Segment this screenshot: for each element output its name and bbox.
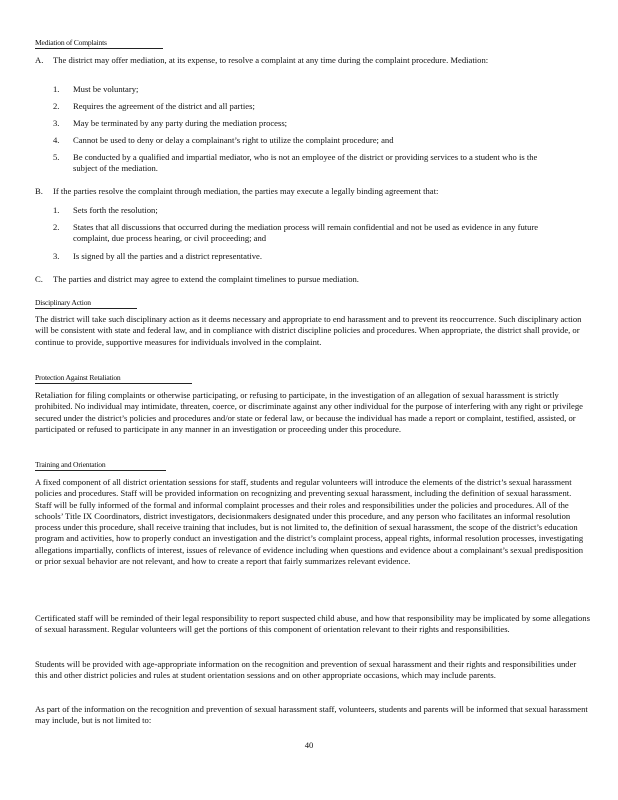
clause-label: B. [35,186,43,196]
heading-text: Training and Orientation [35,459,166,471]
list-item [53,251,553,262]
list-item [53,118,553,129]
list-item [53,205,553,216]
list-item [53,222,553,245]
item-number: 3. [53,118,60,128]
clause-text: The parties and district may agree to extend the complaint timelines to pursue mediation. [53,274,359,284]
paragraph-disciplinary: The district will take such disciplinary action as it deems necessary and appropriate to end harassment and to prevent its reoccurrence. Such disciplinary action will be consistent with state and federal law, and in compliance with district discipline policies and procedures. When appropriate, the district shall provide, or continue to provide, supportive measures for individuals involved in the complaint. [35,314,582,347]
heading-text: Mediation of Complaints [35,37,163,49]
item-text: Cannot be used to deny or delay a complainant’s right to utilize the complaint procedure; and [73,135,394,145]
paragraph-training-2: Certificated staff will be reminded of their legal responsibility to report suspected child abuse, and how that responsibility may be implicated by some allegations of sexual harassment. Regular volunteers will get the portions of this component of orientation relevant to their rights and responsibilities. [35,613,590,635]
item-text: May be terminated by any party during the mediation process; [73,118,288,128]
clause-b [35,186,590,197]
item-text: Sets forth the resolution; [73,205,158,215]
list-item [53,135,553,146]
item-number: 5. [53,152,60,162]
clause-text: The district may offer mediation, at its expense, to resolve a complaint at any time during the complaint procedure. Mediation: [53,55,489,65]
clause-a [35,55,590,66]
clause-c [35,274,590,285]
item-number: 1. [53,84,60,94]
item-number: 2. [53,101,60,111]
section-heading-retaliation [35,372,192,384]
paragraph-training-1: A fixed component of all district orientation sessions for staff, students and regular volunteers will introduce the elements of the district’s sexual harassment policies and procedures. Staff will be provided information on recognizing and preventing sexual harassment, including the definition of sexual harassment. Staff will be fully informed of the formal and informal complaint processes and their roles and responsibilities under the policies and procedures. All of the schools’ Title IX Coordinators, district investigators, decisionmakers designated under this procedure, and any person who facilitates an informal resolution process under this procedure, shall receive training that includes, but is not limited to, the definition of sexual harassment, the scope of the district’s education program and activities, how to properly conduct an investigation and the district’s complaint process, appeal rights, informal resolution processes, investigating allegations impartially, conflicts of interest, issues of relevance of evidence including when questions and evidence about a complainant’s sexual predisposition or prior sexual behavior are not relevant, and how to create a report that fairly summarizes relevant evidence. [35,477,584,567]
item-text: Is signed by all the parties and a district representative. [73,251,262,261]
clause-label: A. [35,55,44,65]
item-text: Be conducted by a qualified and impartial mediator, who is not an employee of the district or providing services to a student who is the subject of the mediation. [73,152,538,174]
section-heading-mediation [35,37,163,49]
section-heading-disciplinary [35,297,137,309]
item-text: States that all discussions that occurred during the mediation process will remain confidential and not be used as evidence in any future complaint, due process hearing, or civil proceeding; and [73,222,539,244]
list-item [53,84,553,95]
clause-label: C. [35,274,43,284]
paragraph-training-4: As part of the information on the recognition and prevention of sexual harassment staff, volunteers, students and parents will be informed that sexual harassment may include, but is not limited to: [35,704,588,726]
heading-text: Disciplinary Action [35,297,137,309]
paragraph-retaliation: Retaliation for filing complaints or otherwise participating, or refusing to participate, in the investigation of an allegation of sexual harassment is strictly prohibited. No individual may intimidate, threaten, coerce, or discriminate against any other individual for the purpose of interfering with any right or privilege secured under the district’s policies and procedures and/or state or federal law, or because the individual has made a report or complaint, testified, assisted, or participated or refused to participate in any manner in an investigation or proceeding under this procedure. [35,390,583,434]
item-number: 2. [53,222,60,232]
heading-text: Protection Against Retaliation [35,372,192,384]
item-number: 1. [53,205,60,215]
page-number: 40 [304,740,314,750]
item-number: 3. [53,251,60,261]
section-heading-training [35,459,166,471]
clause-text: If the parties resolve the complaint through mediation, the parties may execute a legally binding agreement that: [53,186,439,196]
item-number: 4. [53,135,60,145]
item-text: Must be voluntary; [73,84,139,94]
list-item [53,152,553,175]
paragraph-training-3: Students will be provided with age-appropriate information on the recognition and prevention of sexual harassment and their rights and responsibilities under this and other district policies and rules at student orientation sessions and on other appropriate occasions, which may include parents. [35,659,577,681]
list-item [53,101,553,112]
item-text: Requires the agreement of the district and all parties; [73,101,255,111]
